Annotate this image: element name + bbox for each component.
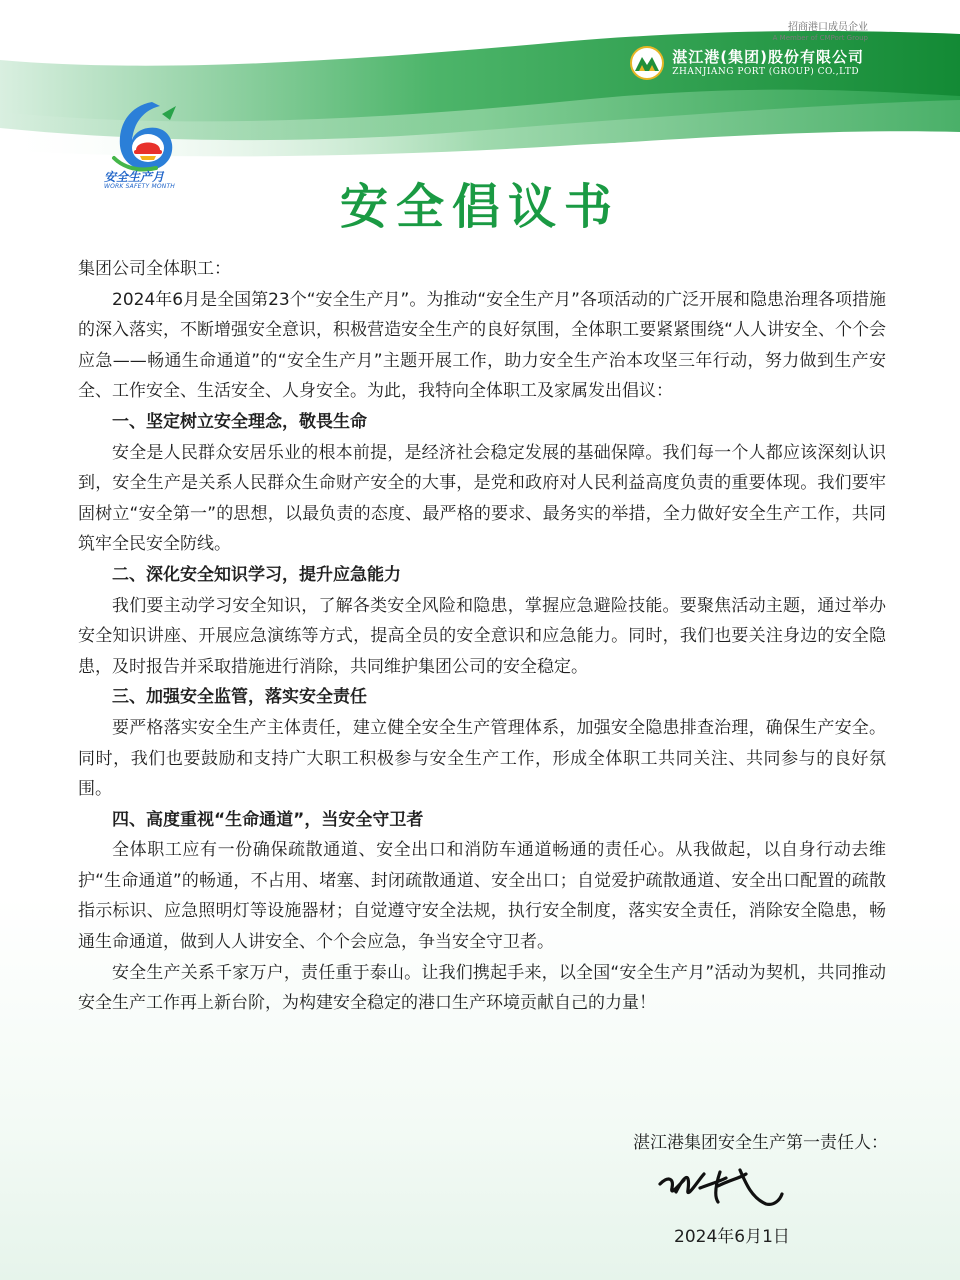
company-logo [630, 46, 864, 80]
handwritten-signature [656, 1162, 786, 1210]
closing-paragraph: 安全生产关系千家万户，责任重于泰山。让我们携起手来，以全国“安全生产月”活动为契机，共同推动安全生产工作再上新台阶，为构建安全稳定的港口生产环境贡献自己的力量！ [78, 962, 886, 1014]
section-heading-4: 四、高度重视“生命通道”，当安全守卫者 [112, 809, 424, 830]
document-date: 2024年6月1日 [674, 1227, 790, 1247]
intro-paragraph: 2024年6月是全国第23个“安全生产月”。为推动“安全生产月”各项活动的广泛开展和隐患治理各项措施的深入落实，不断增强安全意识，积极营造安全生产的良好氛围，全体职工要紧紧围绕“人人讲安全、个个会应急——畅通生命通道”的“安全生产月”主题开展工作，助力安全生产治本攻坚三年行动，努力做到生产安全、工作安全、生活安全、人身安全。为此，我特向全体职工及家属发出倡议： [78, 289, 886, 402]
section-heading-2: 二、深化安全知识学习，提升应急能力 [112, 564, 401, 585]
company-name-cn: 湛江港(集团)股份有限公司 [672, 48, 864, 66]
salutation: 集团公司全体职工： [78, 259, 231, 279]
document-title: 安全倡议书 [339, 179, 620, 235]
section-heading-3: 三、加强安全监管，落实安全责任 [112, 687, 367, 708]
company-name-en: ZHANJIANG PORT (GROUP) CO.,LTD [672, 67, 860, 77]
section-text-4: 全体职工应有一份确保疏散通道、安全出口和消防车通道畅通的责任心。从我做起，以自身行动去维护“生命通道”的畅通，不占用、堵塞、封闭疏散通道、安全出口；自觉爱护疏散通道、安全出口配置的疏散指示标识、应急照明灯等设施器材；自觉遵守安全法规，执行安全制度，落实安全责任，消除安全隐患，畅通生命通道，做到人人讲安全、个个会应急，争当安全守卫者。 [78, 840, 886, 953]
zhanjiang-port-mountain-icon [630, 46, 664, 80]
section-heading-1: 一、坚定树立安全理念，敬畏生命 [112, 411, 367, 432]
document-body [78, 254, 886, 1019]
signatory-title: 湛江港集团安全生产第一责任人： [633, 1133, 888, 1153]
group-membership [773, 22, 868, 43]
member-label-en: A Member of CMPort Group [772, 34, 868, 42]
member-label-cn: 招商港口成员企业 [788, 22, 868, 33]
section-text-2: 我们要主动学习安全知识，了解各类安全风险和隐患，掌握应急避险技能。要聚焦活动主题，通过举办安全知识讲座、开展应急演练等方式，提高全员的安全意识和应急能力。同时，我们也要关注身边的安全隐患，及时报告并采取措施进行消除，共同维护集团公司的安全稳定。 [78, 595, 886, 677]
section-text-3: 要严格落实安全生产主体责任，建立健全安全生产管理体系，加强安全隐患排查治理，确保生产安全。同时，我们也要鼓励和支持广大职工积极参与安全生产工作，形成全体职工共同关注、共同参与的良好氛围。 [78, 717, 886, 800]
safety-month-title: 安全生产月 [104, 170, 165, 184]
section-text-1: 安全是人民群众安居乐业的根本前提，是经济社会稳定发展的基础保障。我们每一个人都应该深刻认识到，安全生产是关系人民群众生命财产安全的大事，是党和政府对人民利益高度负责的重要体现。我们要牢固树立“安全第一”的思想，以最负责的态度、最严格的要求、最务实的举措，全力做好安全生产工作，共同筑牢全民安全防线。 [78, 442, 886, 555]
safety-month-subtitle: WORK SAFETY MONTH [104, 183, 176, 190]
